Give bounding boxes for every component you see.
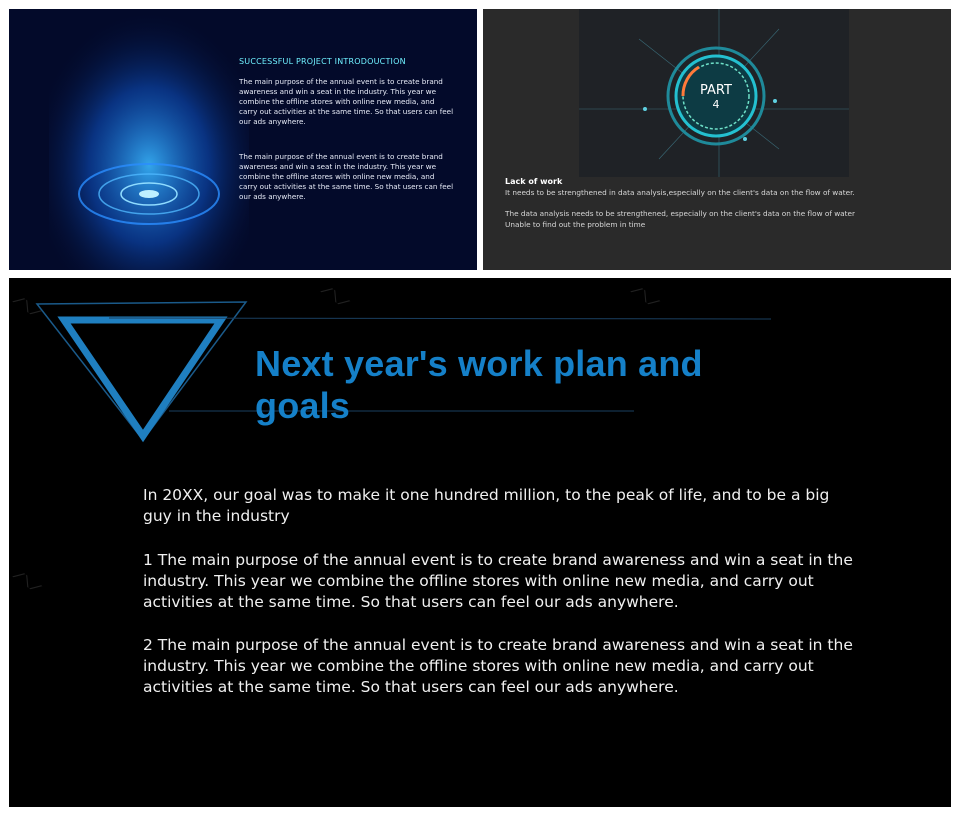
digital-tech-illustration bbox=[49, 9, 249, 270]
lack-line-1: It needs to be strengthened in data analysis,especially on the client's data on the flow of water. bbox=[505, 188, 855, 197]
slide1-paragraph-2: The main purpose of the annual event is to create brand awareness and win a seat in the industry. This year we combine the offline stores with online new media, and carry out activities at the same time. So that users can feel our ads anywhere. bbox=[239, 152, 454, 201]
slide3-heading: Next year's work plan and goals bbox=[255, 343, 703, 426]
watermark-logo: ⟋⟍⟋ bbox=[11, 292, 45, 322]
part-number: 4 bbox=[712, 98, 720, 111]
slide-3[interactable] bbox=[9, 278, 951, 807]
slide1-paragraph-1: The main purpose of the annual event is to create brand awareness and win a seat in the industry. This year we combine the offline stores with online new media, and carry out activities at the same time. So that users can feel our ads anywhere. bbox=[239, 77, 454, 126]
lack-line-2: The data analysis needs to be strengthened, especially on the client's data on the flow of water bbox=[505, 209, 855, 218]
slide3-body-3: 2 The main purpose of the annual event is to create brand awareness and win a seat in the industry. This year we combine the offline stores with online new media, and carry out activities at the same time. So that users can feel our ads anywhere. bbox=[143, 636, 853, 696]
slide3-body-2: 1 The main purpose of the annual event is to create brand awareness and win a seat in the industry. This year we combine the offline stores with online new media, and carry out activities at the same time. So that users can feel our ads anywhere. bbox=[143, 551, 853, 611]
slide1-title: SUCCESSFUL PROJECT INTRODOUCTION bbox=[239, 57, 406, 66]
watermark-logo: ⟋⟍⟋ bbox=[629, 282, 663, 312]
lack-line-3: Unable to find out the problem in time bbox=[505, 220, 646, 229]
part-badge bbox=[691, 84, 741, 112]
watermark-logo: ⟋⟍⟋ bbox=[319, 282, 353, 312]
part-label: PART bbox=[700, 83, 732, 98]
lack-of-work-title: Lack of work bbox=[505, 177, 563, 186]
slide-2[interactable] bbox=[483, 9, 951, 270]
slide-1[interactable] bbox=[9, 9, 477, 270]
slide3-body-1: In 20XX, our goal was to make it one hundred million, to the peak of life, and to be a big guy in the industry bbox=[143, 486, 830, 525]
watermark-logo: ⟋⟍⟋ bbox=[11, 567, 45, 597]
